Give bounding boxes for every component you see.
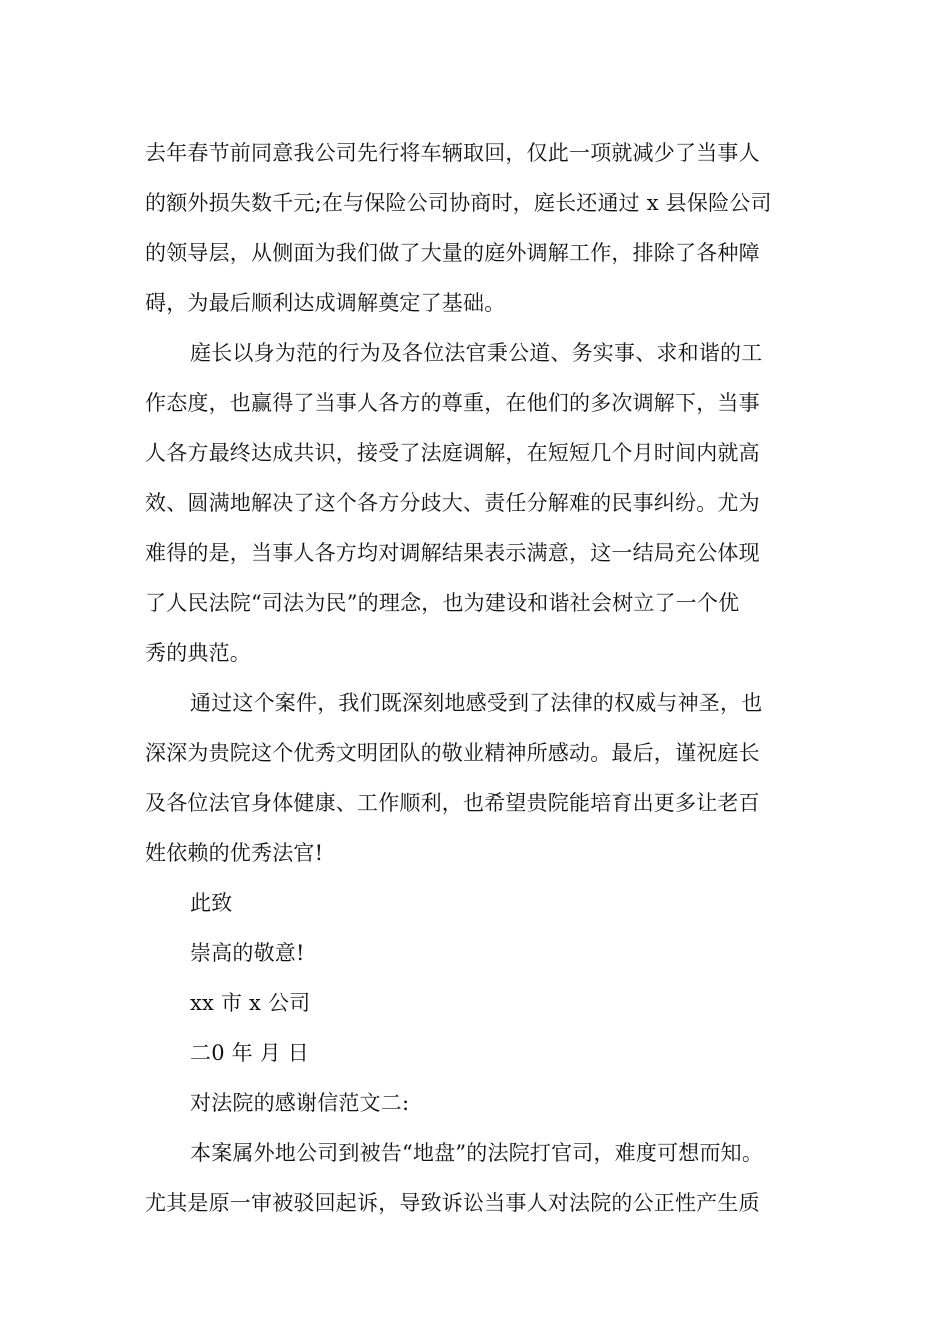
- text-line: 深深为贵院这个优秀文明团队的敬业精神所感动。最后，谨祝庭长: [145, 741, 760, 765]
- text-line: 的额外损失数千元;在与保险公司协商时，庭长还通过 x 县保险公司: [145, 191, 772, 215]
- text-line: 难得的是，当事人各方均对调解结果表示满意，这一结局充公体现: [145, 541, 760, 565]
- text-line: 人各方最终达成共识，接受了法庭调解，在短短几个月时间内就高: [145, 441, 760, 465]
- text-line: 庭长以身为范的行为及各位法官秉公道、务实事、求和谐的工: [190, 341, 763, 365]
- salutation-line: 崇高的敬意!: [190, 941, 305, 965]
- signature-date: 二0 年 月 日: [190, 1041, 309, 1065]
- text-line: 碍，为最后顺利达成调解奠定了基础。: [145, 291, 506, 315]
- text-line: 本案属外地公司到被告“地盘”的法院打官司，难度可想而知。: [190, 1141, 764, 1165]
- text-line: 姓依赖的优秀法官!: [145, 841, 324, 865]
- text-line: 作态度，也赢得了当事人各方的尊重，在他们的多次调解下，当事: [145, 391, 760, 415]
- text-line: 去年春节前同意我公司先行将车辆取回，仅此一项就减少了当事人: [145, 141, 760, 165]
- text-line: 尤其是原一审被驳回起诉，导致诉讼当事人对法院的公正性产生质: [145, 1191, 760, 1215]
- text-line: 通过这个案件，我们既深刻地感受到了法律的权威与神圣，也: [190, 691, 763, 715]
- text-line: 效、圆满地解决了这个各方分歧大、责任分解难的民事纠纷。尤为: [145, 491, 760, 515]
- text-line: 及各位法官身体健康、工作顺利，也希望贵院能培育出更多让老百: [145, 791, 760, 815]
- text-line: 的领导层，从侧面为我们做了大量的庭外调解工作，排除了各种障: [145, 241, 760, 265]
- section-heading: 对法院的感谢信范文二:: [190, 1091, 410, 1115]
- text-line: 秀的典范。: [145, 641, 251, 665]
- salutation-line: 此致: [190, 891, 233, 915]
- document-body: [145, 128, 820, 1228]
- signature-company: xx 市 x 公司: [190, 991, 311, 1015]
- text-line: 了人民法院“司法为民”的理念，也为建设和谐社会树立了一个优: [145, 591, 740, 615]
